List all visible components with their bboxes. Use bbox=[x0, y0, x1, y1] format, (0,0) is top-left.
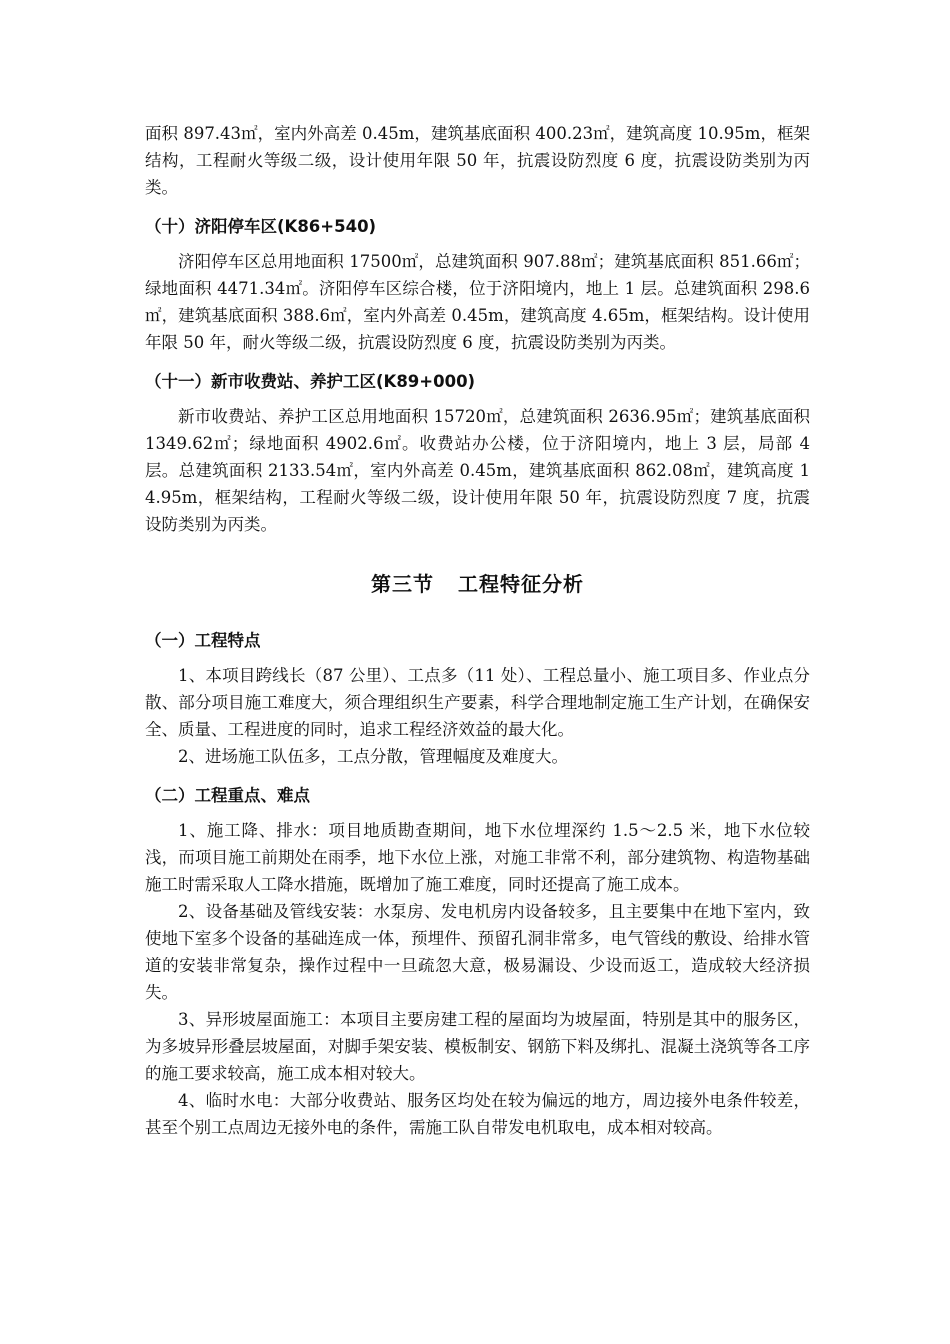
paragraph-continued: 面积 897.43㎡，室内外高差 0.45m，建筑基底面积 400.23㎡，建筑高度 10.95m，框架结构，工程耐火等级二级，设计使用年限 50 年，抗震设防烈度 6 度，抗震设防类别为丙类。 bbox=[145, 124, 810, 197]
heading-xinshi-toll: （十一）新市收费站、养护工区(K89+000) bbox=[145, 372, 476, 391]
paragraph-key-point-1: 1、施工降、排水：项目地质勘查期间，地下水位埋深约 1.5～2.5 米，地下水位较浅，而项目施工前期处在雨季，地下水位上涨，对施工非常不利，部分建筑物、构造物基础施工时需采取人工降水措施，既增加了施工难度，同时还提高了施工成本。 bbox=[145, 821, 810, 894]
paragraph-jiyang-parking: 济阳停车区总用地面积 17500㎡，总建筑面积 907.88㎡；建筑基底面积 851.66㎡；绿地面积 4471.34㎡。济阳停车区综合楼，位于济阳境内，地上 1 层。总建筑面积 298.6㎡，建筑基底面积 388.6㎡，室内外高差 0.45m，建筑高度 4.65m，框架结构。设计使用年限 50 年，耐火等级二级，抗震设防烈度 6 度，抗震设防类别为丙类。 bbox=[145, 252, 810, 352]
document-body bbox=[145, 120, 810, 1141]
heading-key-points: （二）工程重点、难点 bbox=[145, 786, 310, 805]
paragraph-key-point-3: 3、异形坡屋面施工：本项目主要房建工程的屋面均为坡屋面，特别是其中的服务区，为多坡异形叠层坡屋面，对脚手架安装、模板制安、钢筋下料及绑扎、混凝土浇筑等各工序的施工要求较高，施工成本相对较大。 bbox=[145, 1010, 810, 1083]
section-name: 工程特征分析 bbox=[458, 572, 584, 596]
heading-features: （一）工程特点 bbox=[145, 631, 261, 650]
section-number: 第三节 bbox=[371, 572, 434, 596]
heading-jiyang-parking: （十）济阳停车区(K86+540) bbox=[145, 217, 377, 236]
paragraph-feature-1: 1、本项目跨线长（87 公里）、工点多（11 处）、工程总量小、施工项目多、作业点分散、部分项目施工难度大，须合理组织生产要素，科学合理地制定施工生产计划，在确保安全、质量、工程进度的同时，追求工程经济效益的最大化。 bbox=[145, 666, 810, 739]
paragraph-xinshi-toll: 新市收费站、养护工区总用地面积 15720㎡，总建筑面积 2636.95㎡；建筑基底面积 1349.62㎡；绿地面积 4902.6㎡。收费站办公楼，位于济阳境内，地上 3 层，局部 4 层。总建筑面积 2133.54㎡，室内外高差 0.45m，建筑基底面积 862.08㎡，建筑高度 14.95m，框架结构，工程耐火等级二级，设计使用年限 50 年，抗震设防烈度 7 度，抗震设防类别为丙类。 bbox=[145, 407, 810, 534]
paragraph-feature-2: 2、进场施工队伍多，工点分散，管理幅度及难度大。 bbox=[178, 747, 568, 766]
paragraph-key-point-2: 2、设备基础及管线安装：水泵房、发电机房内设备较多，且主要集中在地下室内，致使地下室多个设备的基础连成一体，预埋件、预留孔洞非常多，电气管线的敷设、给排水管道的安装非常复杂，操作过程中一旦疏忽大意，极易漏设、少设而返工，造成较大经济损失。 bbox=[145, 902, 810, 1002]
paragraph-key-point-4: 4、临时水电：大部分收费站、服务区均处在较为偏远的地方，周边接外电条件较差，甚至个别工点周边无接外电的条件，需施工队自带发电机取电，成本相对较高。 bbox=[145, 1091, 810, 1137]
section-title bbox=[145, 568, 810, 597]
